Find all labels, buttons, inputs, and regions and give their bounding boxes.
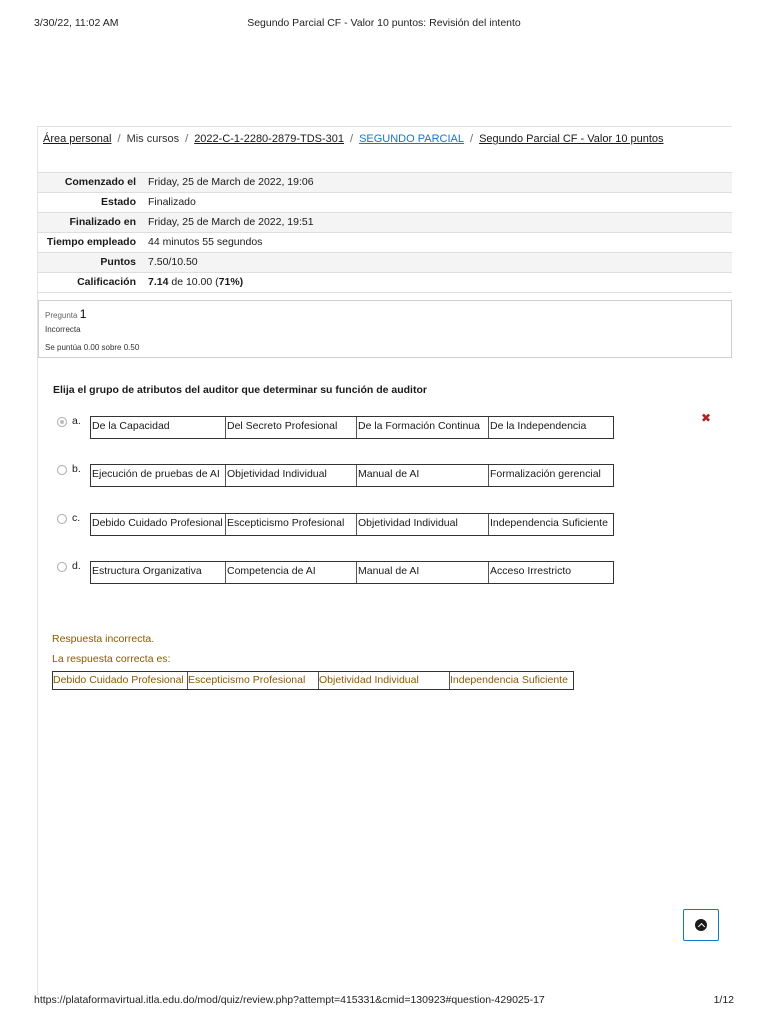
summary-key: Estado: [38, 193, 142, 213]
correct-answer-cell: Objetividad Individual: [318, 672, 449, 689]
summary-key: Finalizado en: [38, 213, 142, 233]
option-cell: Manual de AI: [356, 465, 488, 486]
print-header: [34, 17, 734, 31]
summary-key: Calificación: [38, 273, 142, 293]
print-title: Segundo Parcial CF - Valor 10 puntos: Revisión del intento: [247, 17, 521, 29]
summary-value: 44 minutos 55 segundos: [142, 233, 732, 253]
attempt-summary-table: [38, 172, 732, 293]
correct-answer-cell: Independencia Suficiente: [449, 672, 573, 689]
option-table: [90, 513, 614, 536]
option-cell: Escepticismo Profesional: [225, 514, 356, 535]
summary-value: 7.50/10.50: [142, 253, 732, 273]
option-letter: c.: [72, 512, 81, 524]
question-number-value: 1: [79, 307, 87, 321]
breadcrumb: [43, 133, 664, 145]
summary-row: [38, 193, 732, 213]
summary-value: Finalizado: [142, 193, 732, 213]
print-footer: [34, 994, 734, 1008]
answer-option-d[interactable]: [57, 562, 617, 586]
correct-answer-table: [52, 671, 574, 690]
question-grade: Se puntúa 0.00 sobre 0.50: [45, 343, 140, 352]
correct-answer-cell: Escepticismo Profesional: [187, 672, 318, 689]
answer-option-a[interactable]: [57, 417, 617, 441]
question-info-box: [38, 300, 732, 358]
question-text: Elija el grupo de atributos del auditor que determinar su función de auditor: [53, 384, 427, 396]
grade-score: 7.14: [148, 276, 169, 288]
option-cell: Competencia de AI: [225, 562, 356, 583]
question-state: Incorrecta: [45, 325, 81, 334]
radio-button[interactable]: [57, 417, 67, 427]
option-letter: d.: [72, 560, 81, 572]
back-to-top-button[interactable]: [683, 909, 719, 941]
chevron-up-circle-icon: [695, 919, 707, 931]
breadcrumb-separator: /: [185, 133, 189, 145]
option-cell: De la Independencia: [488, 417, 613, 438]
correct-answer-cell: Debido Cuidado Profesional: [53, 674, 184, 686]
option-cell: Manual de AI: [356, 562, 488, 583]
print-datetime: 3/30/22, 11:02 AM: [34, 17, 119, 29]
radio-button[interactable]: [57, 465, 67, 475]
option-cell: Acceso Irrestricto: [488, 562, 613, 583]
radio-button[interactable]: [57, 562, 67, 572]
grade-percent: 71: [218, 276, 231, 288]
grade-close: %): [230, 276, 244, 288]
breadcrumb-item-course[interactable]: 2022-C-1-2280-2879-TDS-301: [194, 133, 344, 145]
breadcrumb-item-area-personal[interactable]: Área personal: [43, 133, 112, 145]
option-table: [90, 561, 614, 584]
option-cell: De la Capacidad: [92, 420, 170, 432]
summary-value: Friday, 25 de March de 2022, 19:51: [142, 213, 732, 233]
print-page-number: 1/12: [713, 994, 734, 1006]
option-cell: Del Secreto Profesional: [225, 417, 356, 438]
question-number: [45, 307, 86, 321]
option-cell: De la Formación Continua: [356, 417, 488, 438]
option-cell: Objetividad Individual: [225, 465, 356, 486]
option-table: [90, 416, 614, 439]
summary-row: [38, 213, 732, 233]
radio-button[interactable]: [57, 514, 67, 524]
option-table: [90, 464, 614, 487]
option-cell: Objetividad Individual: [356, 514, 488, 535]
summary-row: [38, 233, 732, 253]
summary-value: Friday, 25 de March de 2022, 19:06: [142, 173, 732, 193]
feedback-incorrect: Respuesta incorrecta.: [52, 633, 155, 645]
summary-key: Puntos: [38, 253, 142, 273]
print-url: https://plataformavirtual.itla.edu.do/mod/quiz/review.php?attempt=415331&cmid=130923#question-429025-17: [34, 994, 545, 1006]
summary-row-grade: [38, 273, 732, 293]
summary-row: [38, 253, 732, 273]
option-letter: a.: [72, 415, 81, 427]
feedback-correct-intro: La respuesta correcta es:: [52, 653, 171, 665]
answer-option-c[interactable]: [57, 514, 617, 538]
breadcrumb-item-quiz[interactable]: Segundo Parcial CF - Valor 10 puntos: [479, 133, 664, 145]
summary-grade-value: [142, 273, 732, 293]
breadcrumb-separator: /: [470, 133, 474, 145]
option-cell: Debido Cuidado Profesional: [92, 517, 223, 529]
incorrect-icon: ✖: [701, 411, 712, 425]
breadcrumb-item-section[interactable]: SEGUNDO PARCIAL: [359, 133, 464, 145]
option-letter: b.: [72, 463, 81, 475]
answer-option-b[interactable]: [57, 465, 617, 489]
breadcrumb-separator: /: [350, 133, 354, 145]
option-cell: Ejecución de pruebas de AI: [92, 468, 220, 480]
grade-rest: de 10.00 (: [168, 276, 219, 288]
summary-row: [38, 173, 732, 193]
question-label: Pregunta: [45, 311, 78, 320]
summary-key: Tiempo empleado: [38, 233, 142, 253]
option-cell: Formalización gerencial: [488, 465, 613, 486]
option-cell: Estructura Organizativa: [92, 565, 202, 577]
breadcrumb-separator: /: [117, 133, 121, 145]
breadcrumb-item-mis-cursos[interactable]: Mis cursos: [126, 133, 180, 145]
option-cell: Independencia Suficiente: [488, 514, 613, 535]
summary-key: Comenzado el: [38, 173, 142, 193]
